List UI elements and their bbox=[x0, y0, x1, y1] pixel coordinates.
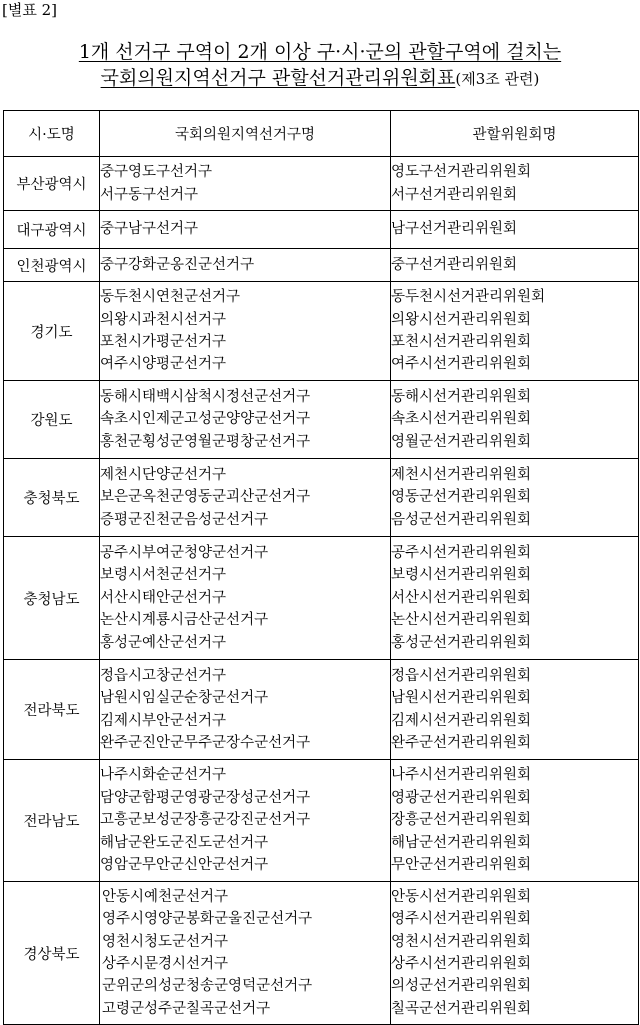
committee-name: 중구선거관리위원회 bbox=[391, 256, 518, 273]
committee-name: 영주시선거관리위원회 bbox=[391, 911, 532, 928]
district-name: 중구남구선거구 bbox=[100, 221, 199, 238]
committee-name: 남구선거관리위원회 bbox=[391, 221, 518, 238]
table-header-row bbox=[4, 111, 639, 157]
committee-name: 속초시선거관리위원회 bbox=[391, 411, 532, 428]
header-district: 국회의원지역선거구명 bbox=[100, 111, 391, 157]
committee-name: 홍성군선거관리위원회 bbox=[391, 634, 532, 651]
district-name: 보령시서천군선거구 bbox=[100, 567, 227, 584]
committee-name: 의왕시선거관리위원회 bbox=[391, 311, 532, 328]
district-name: 고흥군보성군장흥군강진군선거구 bbox=[100, 812, 311, 829]
district-cell bbox=[100, 157, 391, 211]
district-name: 군위군의성군청송군영덕군선거구 bbox=[102, 978, 313, 995]
district-cell bbox=[100, 282, 391, 381]
title-note: (제3조 관련) bbox=[455, 70, 540, 88]
district-name: 동두천시연천군선거구 bbox=[100, 289, 241, 306]
committee-name: 의성군선거관리위원회 bbox=[391, 978, 532, 995]
table-row bbox=[4, 760, 639, 882]
document-title-line-2 bbox=[0, 66, 640, 91]
committee-name: 무안군선거관리위원회 bbox=[391, 857, 532, 874]
district-cell bbox=[100, 882, 391, 1025]
district-name: 영암군무안군신안군선거구 bbox=[100, 857, 269, 874]
district-name: 영주시영양군봉화군울진군선거구 bbox=[102, 911, 313, 928]
committee-name: 영천시선거관리위원회 bbox=[391, 933, 532, 950]
committee-cell bbox=[391, 381, 639, 459]
district-name: 포천시가평군선거구 bbox=[100, 334, 227, 350]
district-name: 서산시태안군선거구 bbox=[100, 589, 227, 606]
table-row bbox=[4, 211, 639, 249]
committee-name: 영도구선거관리위원회 bbox=[391, 164, 532, 181]
district-cell bbox=[100, 211, 391, 249]
district-name: 보은군옥천군영동군괴산군선거구 bbox=[100, 489, 311, 506]
committee-cell bbox=[391, 249, 639, 282]
district-name: 중구강화군옹진군선거구 bbox=[100, 256, 255, 273]
table-row bbox=[4, 882, 639, 1025]
district-name: 안동시예천군선거구 bbox=[102, 888, 229, 905]
district-cell bbox=[100, 381, 391, 459]
committee-name: 영월군선거관리위원회 bbox=[391, 433, 532, 450]
committee-table bbox=[3, 110, 639, 1025]
title-line-2-text: 국회의원지역선거구 관할선거관리위원회표 bbox=[100, 67, 456, 89]
committee-name: 정읍시선거관리위원회 bbox=[391, 667, 532, 684]
committee-name: 칠곡군선거관리위원회 bbox=[391, 1000, 532, 1017]
annex-label: [별표 2] bbox=[2, 1, 57, 19]
district-cell bbox=[100, 249, 391, 282]
district-name: 속초시인제군고성군양양군선거구 bbox=[100, 411, 311, 428]
table-row bbox=[4, 381, 639, 459]
table-row bbox=[4, 459, 639, 537]
committee-cell bbox=[391, 882, 639, 1025]
committee-name: 동해시선거관리위원회 bbox=[391, 388, 532, 405]
district-name: 여주시양평군선거구 bbox=[100, 356, 227, 373]
committee-cell bbox=[391, 157, 639, 211]
district-name: 해남군완도군진도군선거구 bbox=[100, 834, 269, 851]
province-cell: 전라남도 bbox=[4, 760, 100, 882]
district-name: 고령군성주군칠곡군선거구 bbox=[102, 1000, 271, 1017]
table-row bbox=[4, 282, 639, 381]
district-cell bbox=[100, 537, 391, 660]
district-name: 중구영도구선거구 bbox=[100, 164, 213, 181]
district-name: 홍성군예산군선거구 bbox=[100, 634, 227, 651]
table-row bbox=[4, 537, 639, 660]
committee-name: 여주시선거관리위원회 bbox=[391, 356, 532, 373]
district-name: 공주시부여군청양군선거구 bbox=[100, 544, 269, 561]
committee-name: 안동시선거관리위원회 bbox=[391, 888, 532, 905]
district-name: 김제시부안군선거구 bbox=[100, 712, 227, 729]
district-name: 증평군진천군음성군선거구 bbox=[100, 511, 269, 528]
district-name: 담양군함평군영광군장성군선거구 bbox=[100, 789, 311, 806]
committee-name: 장흥군선거관리위원회 bbox=[391, 812, 532, 829]
table-body bbox=[4, 157, 639, 1025]
committee-name: 영광군선거관리위원회 bbox=[391, 789, 532, 806]
committee-name: 논산시선거관리위원회 bbox=[391, 612, 532, 629]
district-name: 남원시임실군순창군선거구 bbox=[100, 690, 269, 707]
committee-name: 남원시선거관리위원회 bbox=[391, 690, 532, 707]
committee-name: 제천시선거관리위원회 bbox=[391, 466, 532, 483]
document-title-line-1 bbox=[0, 40, 640, 64]
province-cell: 대구광역시 bbox=[4, 211, 100, 249]
district-cell bbox=[100, 760, 391, 882]
committee-name: 음성군선거관리위원회 bbox=[391, 511, 532, 528]
province-cell: 경상북도 bbox=[4, 882, 100, 1025]
committee-name: 나주시선거관리위원회 bbox=[391, 767, 532, 784]
district-name: 의왕시과천시선거구 bbox=[100, 311, 227, 328]
district-name: 상주시문경시선거구 bbox=[102, 956, 229, 972]
province-cell: 인천광역시 bbox=[4, 249, 100, 282]
committee-name: 공주시선거관리위원회 bbox=[391, 544, 532, 561]
committee-cell bbox=[391, 760, 639, 882]
province-cell: 강원도 bbox=[4, 381, 100, 459]
committee-name: 서산시선거관리위원회 bbox=[391, 589, 532, 606]
district-name: 동해시태백시삼척시정선군선거구 bbox=[100, 388, 311, 405]
committee-name: 완주군선거관리위원회 bbox=[391, 734, 532, 751]
table-row bbox=[4, 249, 639, 282]
district-name: 홍천군횡성군영월군평창군선거구 bbox=[100, 433, 311, 450]
committee-name: 상주시선거관리위원회 bbox=[391, 956, 532, 972]
district-name: 영천시청도군선거구 bbox=[102, 933, 229, 950]
table-row bbox=[4, 157, 639, 211]
province-cell: 경기도 bbox=[4, 282, 100, 381]
province-cell: 충청남도 bbox=[4, 537, 100, 660]
district-cell bbox=[100, 459, 391, 537]
committee-cell bbox=[391, 660, 639, 760]
district-name: 제천시단양군선거구 bbox=[100, 466, 227, 483]
district-name: 완주군진안군무주군장수군선거구 bbox=[100, 734, 311, 751]
province-cell: 전라북도 bbox=[4, 660, 100, 760]
header-province: 시·도명 bbox=[4, 111, 100, 157]
committee-cell bbox=[391, 211, 639, 249]
district-name: 나주시화순군선거구 bbox=[100, 767, 227, 784]
committee-cell bbox=[391, 537, 639, 660]
committee-name: 서구선거관리위원회 bbox=[391, 186, 518, 203]
district-name: 논산시계룡시금산군선거구 bbox=[100, 612, 269, 629]
district-name: 정읍시고창군선거구 bbox=[100, 667, 227, 684]
table-row bbox=[4, 660, 639, 760]
province-cell: 충청북도 bbox=[4, 459, 100, 537]
committee-name: 동두천시선거관리위원회 bbox=[391, 289, 546, 306]
header-committee: 관할위원회명 bbox=[391, 111, 639, 157]
committee-name: 영동군선거관리위원회 bbox=[391, 489, 532, 506]
committee-name: 김제시선거관리위원회 bbox=[391, 712, 532, 729]
committee-name: 보령시선거관리위원회 bbox=[391, 567, 532, 584]
province-cell: 부산광역시 bbox=[4, 157, 100, 211]
district-cell bbox=[100, 660, 391, 760]
committee-name: 해남군선거관리위원회 bbox=[391, 834, 532, 851]
committee-cell bbox=[391, 459, 639, 537]
title-line-1-text: 1개 선거구 구역이 2개 이상 구·시·군의 관할구역에 걸치는 bbox=[78, 41, 562, 63]
committee-cell bbox=[391, 282, 639, 381]
committee-name: 포천시선거관리위원회 bbox=[391, 334, 532, 350]
district-name: 서구동구선거구 bbox=[100, 186, 199, 203]
